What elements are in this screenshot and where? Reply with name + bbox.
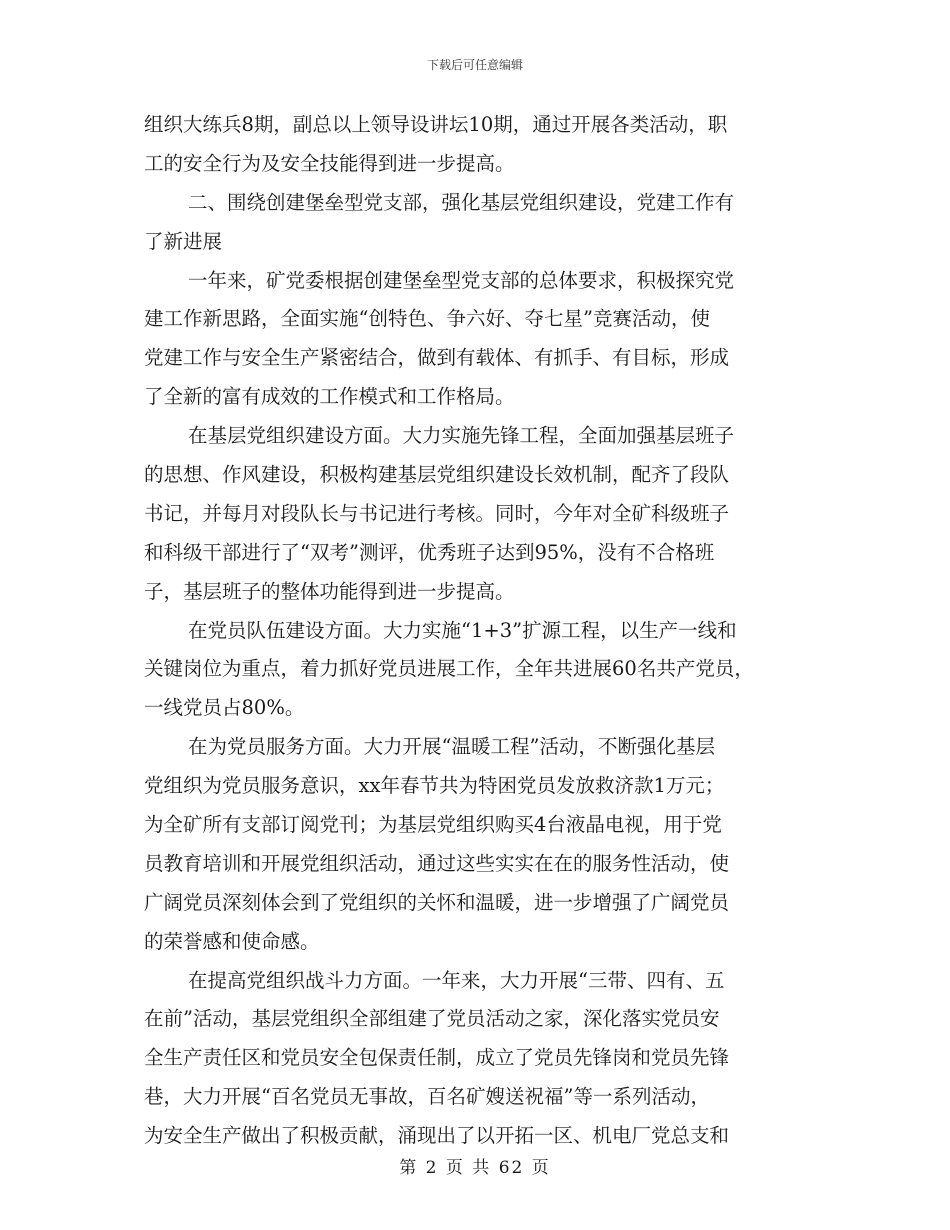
- text-line: 关键岗位为重点，着力抓好党员进展工作，全年共进展60名共产党员，: [144, 657, 754, 681]
- page-number: 第 2 页 共 62 页: [399, 1158, 551, 1178]
- text-line: 党组织为党员服务意识，xx年春节共为特困党员发放救济款1万元；: [144, 774, 725, 798]
- text-line: 建工作新思路，全面实施“创特色、争六好、夺七星”竞赛活动，使: [144, 307, 710, 331]
- text-line: 和科级干部进行了“双考”测评，优秀班子达到95%，没有不合格班: [144, 540, 715, 564]
- text-line: 子，基层班子的整体功能得到进一步提高。: [144, 579, 515, 603]
- text-line: 全生产责任区和党员安全包保责任制，成立了党员先锋岗和党员先锋: [144, 1046, 730, 1070]
- text-line: 了全新的富有成效的工作模式和工作格局。: [144, 385, 515, 409]
- text-line: 的荣誉感和使命感。: [144, 929, 320, 953]
- text-line: 为全矿所有支部订阅党刊；为基层党组织购买4台液晶电视，用于党: [144, 813, 722, 837]
- text-line: 广阔党员深刻体会到了党组织的关怀和温暖，进一步增强了广阔党员: [144, 890, 730, 914]
- text-line: 了新进展: [144, 229, 223, 253]
- text-line: 的思想、作风建设，积极构建基层党组织建设长效机制，配齐了段队: [144, 463, 730, 487]
- text-line: 党建工作与安全生产紧密结合，做到有载体、有抓手、有目标，形成: [144, 346, 730, 370]
- text-line: 在基层党组织建设方面。大力实施先锋工程，全面加强基层班子: [188, 424, 735, 448]
- text-line: 在提高党组织战斗力方面。一年来，大力开展“三带、四有、五: [188, 968, 725, 992]
- text-line: 书记，并每月对段队长与书记进行考核。同时，今年对全矿科级班子: [144, 501, 730, 525]
- document-body: [144, 106, 812, 1156]
- text-line: 一年来，矿党委根据创建堡垒型党支部的总体要求，积极探究党: [188, 268, 735, 292]
- text-line: 员教育培训和开展党组织活动，通过这些实实在在的服务性活动，使: [144, 851, 730, 875]
- text-line: 组织大练兵8期，副总以上领导设讲坛10期，通过开展各类活动，职: [144, 113, 728, 136]
- text-line: 在为党员服务方面。大力开展“温暖工程”活动，不断强化基层: [188, 735, 715, 759]
- page-header-note: 下载后可任意编辑: [426, 58, 523, 72]
- text-line: 为安全生产做出了积极贡献，涌现出了以开拓一区、机电厂党总支和: [144, 1124, 730, 1148]
- text-line: 工的安全行为及安全技能得到进一步提高。: [144, 151, 515, 175]
- text-line: 在前”活动，基层党组织全部组建了党员活动之家，深化落实党员安: [144, 1007, 720, 1031]
- text-line: 二、围绕创建堡垒型党支部，强化基层党组织建设，党建工作有: [188, 190, 735, 214]
- text-line: 一线党员占80%。: [144, 696, 305, 720]
- text-line: 巷，大力开展“百名党员无事故，百名矿嫂送祝福”等一系列活动，: [144, 1085, 710, 1109]
- text-line: 在党员队伍建设方面。大力实施“1+3”扩源工程，以生产一线和: [188, 618, 737, 642]
